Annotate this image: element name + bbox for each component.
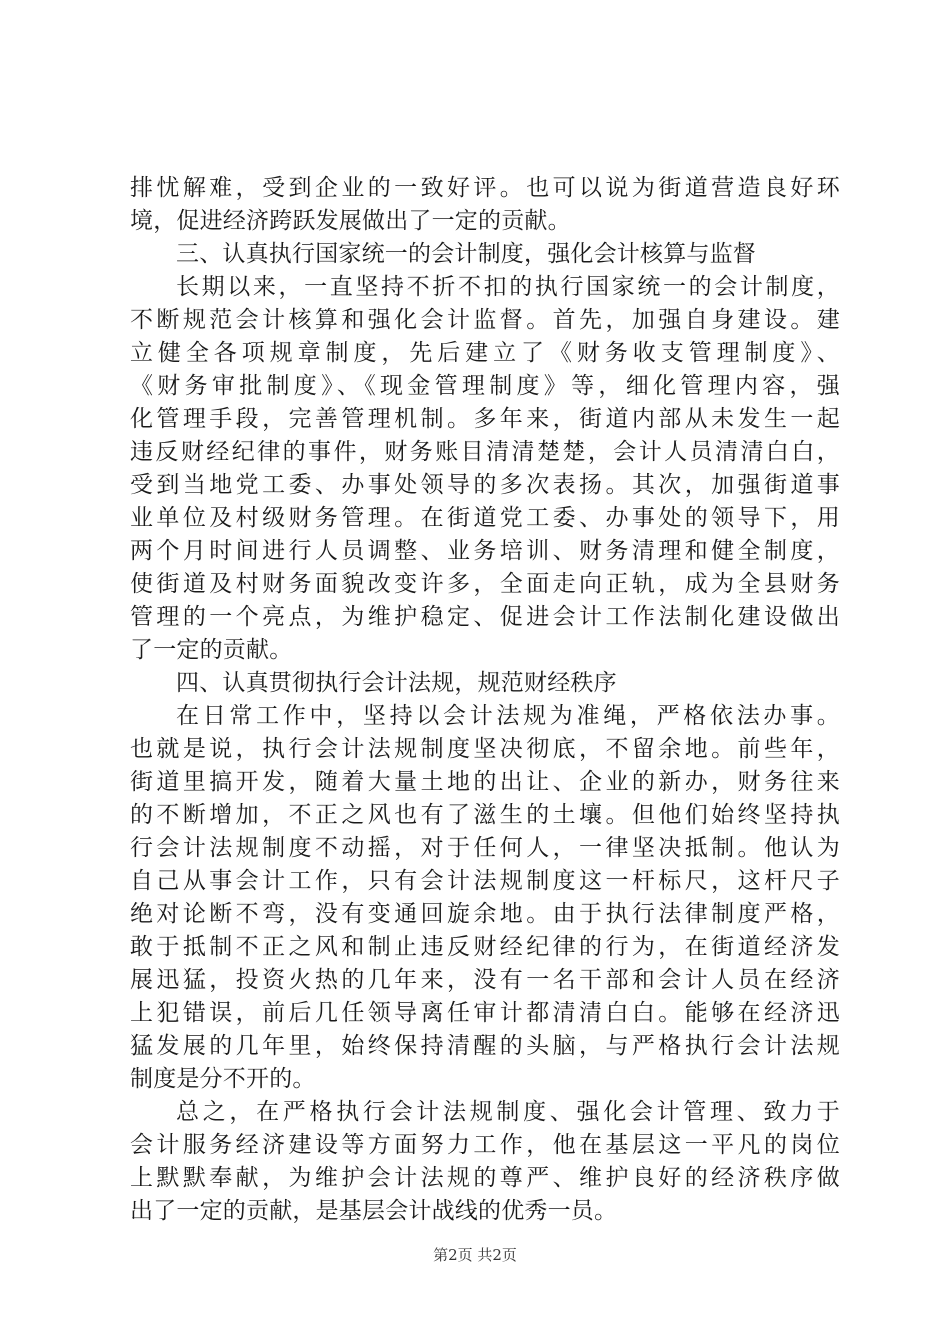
paragraph-line: 街道里搞开发，随着大量土地的出让、企业的新办，财务往来 [130, 769, 840, 795]
paragraph-line: 绝对论断不弯，没有变通回旋余地。由于执行法律制度严格， [130, 901, 840, 927]
paragraph-line: 排忧解难，受到企业的一致好评。也可以说为街道营造良好环 [130, 175, 840, 201]
paragraph-line: 上犯错误，前后几任领导离任审计都清清白白。能够在经济迅 [130, 1000, 840, 1026]
paragraph-line: 的不断增加，不正之风也有了滋生的土壤。但他们始终坚持执 [130, 802, 840, 828]
paragraph-line: 敢于抵制不正之风和制止违反财经纪律的行为，在街道经济发 [130, 934, 840, 960]
paragraph-line: 《财务审批制度》、《现金管理制度》等，细化管理内容，强 [130, 373, 840, 399]
paragraph-line: 制度是分不开的。 [130, 1066, 316, 1092]
paragraph-line: 会计服务经济建设等方面努力工作，他在基层这一平凡的岗位 [130, 1132, 840, 1158]
paragraph-line: 上默默奉献，为维护会计法规的尊严、维护良好的经济秩序做 [130, 1165, 840, 1191]
paragraph-line: 出了一定的贡献，是基层会计战线的优秀一员。 [130, 1198, 618, 1224]
section-heading: 四、认真贯彻执行会计法规，规范财经秩序 [176, 670, 617, 696]
paragraph-line: 两个月时间进行人员调整、业务培训、财务清理和健全制度， [130, 538, 840, 564]
page-number-footer: 第2页 共2页 [433, 1246, 517, 1264]
paragraph-line: 了一定的贡献。 [130, 637, 293, 663]
paragraph-line: 化管理手段，完善管理机制。多年来，街道内部从未发生一起 [130, 406, 840, 432]
paragraph-line: 立健全各项规章制度，先后建立了《财务收支管理制度》、 [130, 340, 840, 366]
paragraph-line: 自己从事会计工作，只有会计法规制度这一杆标尺，这杆尺子 [130, 868, 840, 894]
paragraph-line: 不断规范会计核算和强化会计监督。首先，加强自身建设。建 [130, 307, 840, 333]
paragraph-line: 猛发展的几年里，始终保持清醒的头脑，与严格执行会计法规 [130, 1033, 840, 1059]
paragraph-line: 境，促进经济跨跃发展做出了一定的贡献。 [130, 208, 571, 234]
paragraph-line: 在日常工作中，坚持以会计法规为准绳，严格依法办事。 [176, 703, 840, 729]
paragraph-line: 总之，在严格执行会计法规制度、强化会计管理、致力于 [176, 1099, 840, 1125]
paragraph-line: 受到当地党工委、办事处领导的多次表扬。其次，加强街道事 [130, 472, 840, 498]
paragraph-line: 业单位及村级财务管理。在街道党工委、办事处的领导下，用 [130, 505, 840, 531]
paragraph-line: 展迅猛，投资火热的几年来，没有一名干部和会计人员在经济 [130, 967, 840, 993]
paragraph-line: 违反财经纪律的事件，财务账目清清楚楚，会计人员清清白白， [130, 439, 840, 465]
document-body [130, 172, 840, 1228]
section-heading: 三、认真执行国家统一的会计制度，强化会计核算与监督 [176, 241, 756, 267]
paragraph-line: 长期以来，一直坚持不折不扣的执行国家统一的会计制度， [176, 274, 840, 300]
paragraph-line: 使街道及村财务面貌改变许多，全面走向正轨，成为全县财务 [130, 571, 840, 597]
paragraph-line: 管理的一个亮点，为维护稳定、促进会计工作法制化建设做出 [130, 604, 840, 630]
paragraph-line: 行会计法规制度不动摇，对于任何人，一律坚决抵制。他认为 [130, 835, 840, 861]
paragraph-line: 也就是说，执行会计法规制度坚决彻底，不留余地。前些年， [130, 736, 840, 762]
